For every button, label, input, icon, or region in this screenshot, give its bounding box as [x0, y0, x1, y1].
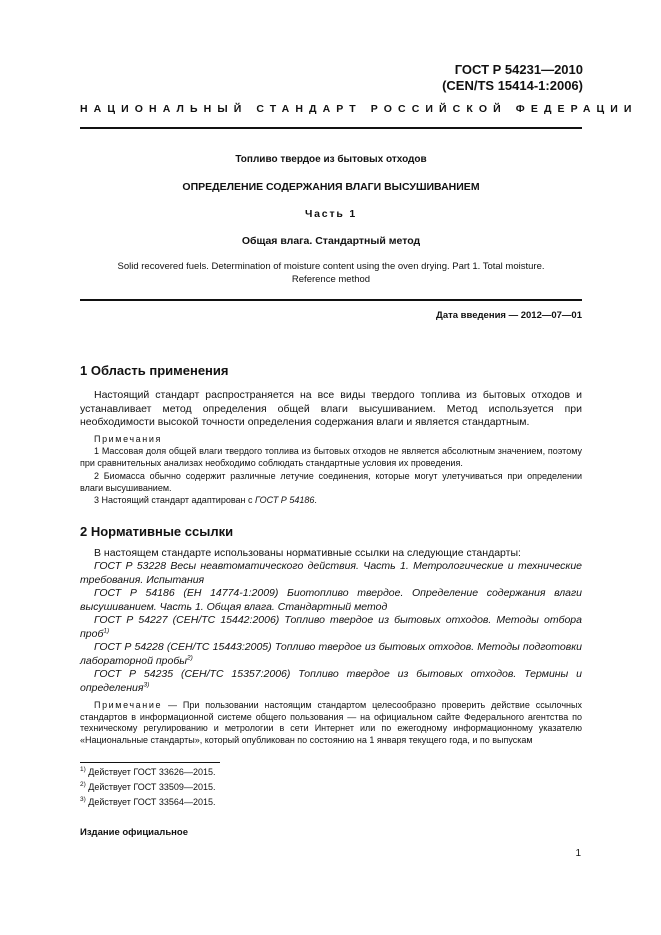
- standard-equivalent: (CEN/TS 15414-1:2006): [442, 78, 583, 93]
- note-3-ref: ГОСТ Р 54186: [255, 495, 315, 505]
- section2-note: Примечание — При пользовании настоящим стандартом целесообразно проверить действие ссылочных стандартов в информационной системе общего пользования — на официальном сайте Федерального агентства по техническому регулированию и метрологии в сети Интернет или по ежегодному информационному указателю «Национальные стандарты», который опубликован по состоянию на 1 января текущего года, и по выпускам: [80, 700, 582, 745]
- normative-ref-4: ГОСТ Р 54228 (СЕН/ТС 15443:2005) Топливо твердое из бытовых отходов. Методы подготовки лабораторной пробы$^{2)}$: [80, 641, 582, 667]
- title-part: Часть 1: [304, 208, 357, 220]
- title-main: ОПРЕДЕЛЕНИЕ СОДЕРЖАНИЯ ВЛАГИ ВЫСУШИВАНИЕМ: [182, 181, 480, 193]
- section2-intro: В настоящем стандарте использованы нормативные ссылки на следующие стандарты:: [94, 547, 521, 559]
- normative-ref-2: ГОСТ Р 54186 (ЕН 14774-1:2009) Биотопливо твердое. Определение содержания влаги высушиванием. Часть 1. Общая влага. Стандартный метод: [80, 587, 582, 613]
- edition-label: Издание официальное: [80, 827, 188, 838]
- section1-heading: 1 Область применения: [80, 363, 229, 378]
- english-title-line1: Solid recovered fuels. Determination of moisture content using the oven drying. Part 1. Total moisture.: [117, 261, 545, 272]
- note-2: 2 Биомасса обычно содержит различные летучие соединения, которые могут улетучиваться при определении влаги высушиванием.: [80, 471, 582, 493]
- bottom-rule: [80, 299, 582, 301]
- normative-ref-1: ГОСТ Р 53228 Весы неавтоматического действия. Часть 1. Метрологические и технические требования. Испытания: [80, 560, 582, 586]
- section1-paragraph: Настоящий стандарт распространяется на все виды твердого топлива из бытовых отходов и устанавливает метод определения общей влаги высушиванием. Метод используется при необходимости высокой точности определения содержания влаги и является стандартным.: [80, 389, 582, 428]
- introduction-date: Дата введения — 2012—07—01: [436, 310, 582, 321]
- notes-label: Примечания: [94, 434, 162, 444]
- footnote-1: $^{1)}$ Действует ГОСТ 33626—2015.: [80, 766, 216, 777]
- top-rule: [80, 127, 582, 129]
- national-standard-banner: НАЦИОНАЛЬНЫЙ СТАНДАРТ РОССИЙСКОЙ ФЕДЕРАЦИИ: [80, 103, 638, 115]
- page-number: 1: [575, 848, 581, 859]
- english-title-line2: Reference method: [291, 274, 371, 285]
- section2-heading: 2 Нормативные ссылки: [80, 524, 234, 539]
- normative-ref-5: ГОСТ Р 54235 (СЕН/ТС 15357:2006) Топливо твердое из бытовых отходов. Термины и определения$^{3)}$: [80, 668, 582, 694]
- title-subject: Топливо твердое из бытовых отходов: [235, 154, 427, 165]
- title-subtitle: Общая влага. Стандартный метод: [241, 235, 421, 247]
- footnote-2: $^{2)}$ Действует ГОСТ 33509—2015.: [80, 781, 216, 792]
- footnote-3: $^{3)}$ Действует ГОСТ 33564—2015.: [80, 796, 216, 807]
- standard-number: ГОСТ Р 54231—2010: [454, 62, 583, 77]
- note-3: 3 Настоящий стандарт адаптирован с ГОСТ Р 54186.: [94, 495, 317, 505]
- note-1: 1 Массовая доля общей влаги твердого топлива из бытовых отходов не является абсолютным значением, поэтому при сравнительных анализах необходимо соблюдать стандартные условия их проведения.: [80, 446, 582, 468]
- footnote-rule: [80, 762, 220, 763]
- normative-ref-3: ГОСТ Р 54227 (СЕН/ТС 15442:2006) Топливо твердое из бытовых отходов. Методы отбора проб$^{1)}$: [80, 614, 582, 640]
